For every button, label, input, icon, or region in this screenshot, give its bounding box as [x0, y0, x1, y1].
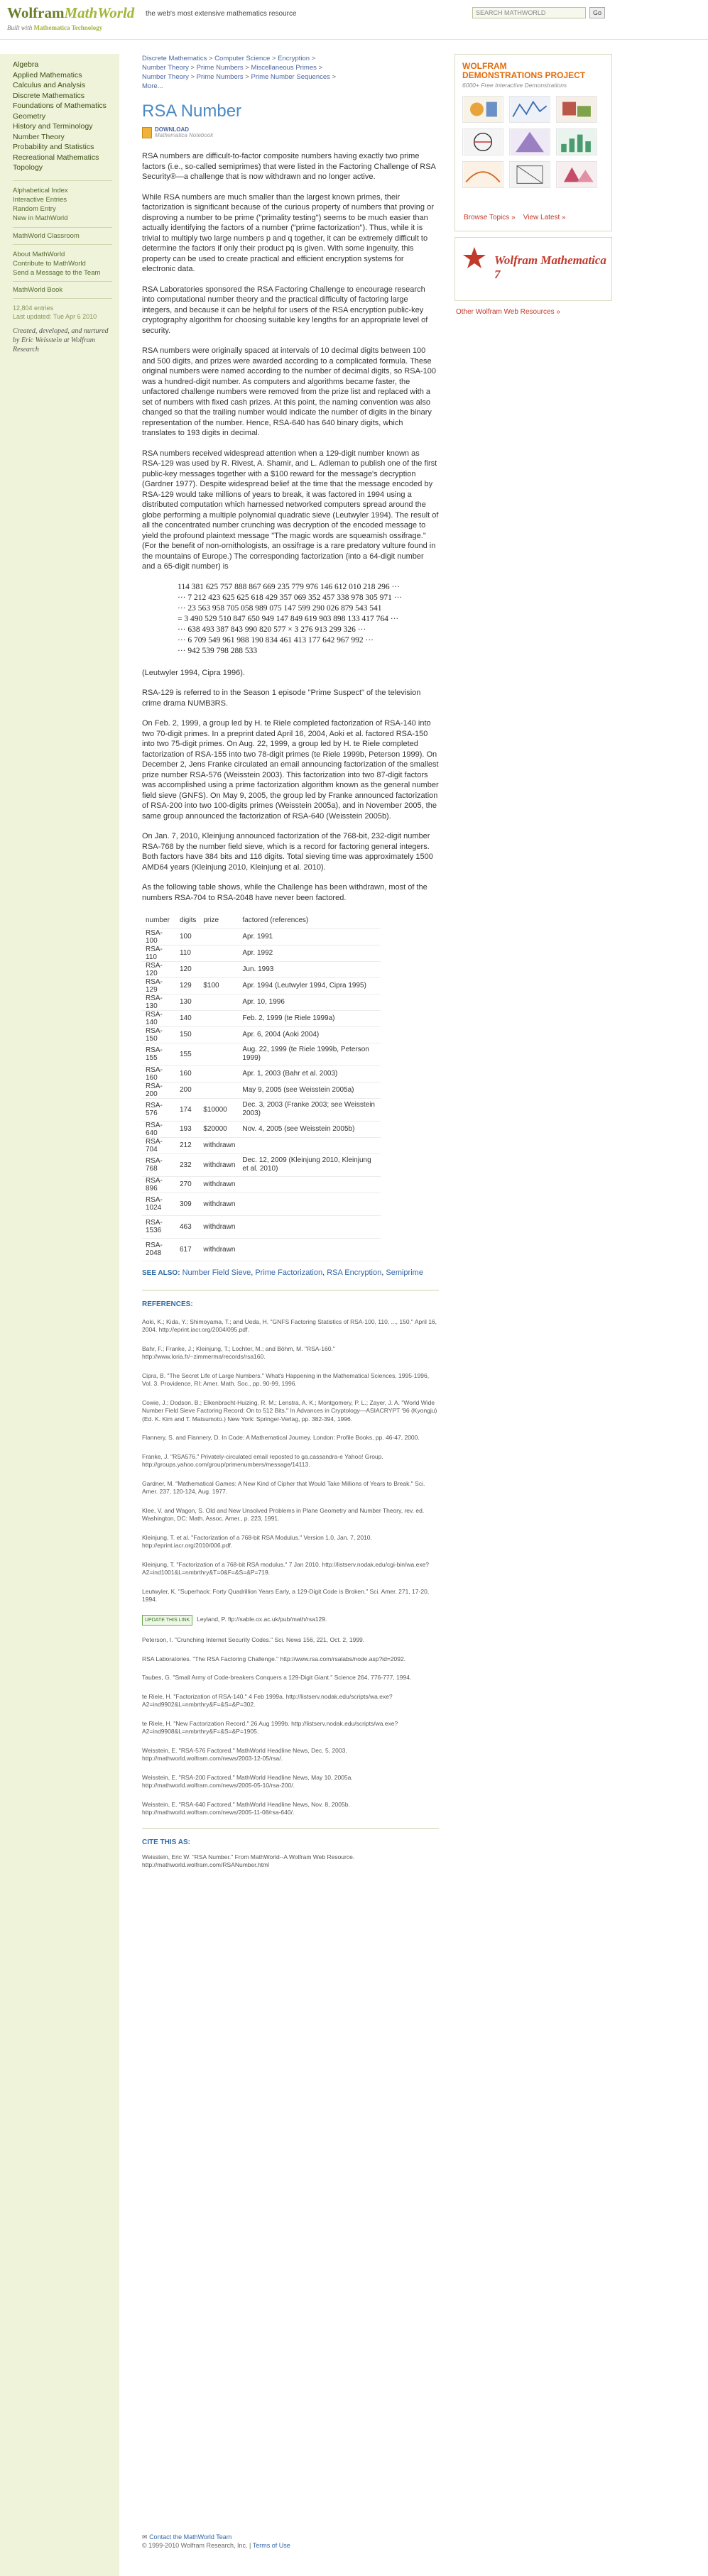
logo-mathworld-text: MathWorld — [64, 4, 135, 21]
built-with — [7, 24, 102, 31]
table-cell-prize — [200, 928, 239, 945]
table-cell-number: RSA-1024 — [142, 1193, 176, 1215]
equation-line: ··· 6 709 549 961 988 190 834 461 413 177 642 967 992 ··· — [178, 635, 374, 645]
table-cell-digits: 212 — [176, 1137, 200, 1153]
table-cell-prize — [200, 994, 239, 1010]
equation-line: = 3 490 529 510 847 650 949 147 849 619 903 898 133 417 764 ··· — [178, 614, 399, 623]
reference-item: Weisstein, E. "RSA-576 Factored." MathWorld Headline News, Dec. 5, 2003. http://mathworld.wolfram.com/news/2003-12-05/rsa/. — [142, 1746, 347, 1762]
cite-title: CITE THIS AS: — [142, 1838, 190, 1846]
table-cell-digits: 129 — [176, 977, 200, 994]
see-also-link[interactable]: Number Field Sieve — [182, 1268, 251, 1277]
sidebar-divider — [13, 180, 112, 181]
table-cell-prize: withdrawn — [200, 1153, 239, 1176]
demo-title-line: WOLFRAM — [462, 61, 507, 71]
breadcrumb-line: Discrete Mathematics > Computer Science > Encryption > — [142, 55, 316, 62]
reference-item: Klee, V. and Wagon, S. Old and New Unsolved Problems in Plane Geometry and Number Theory, rev. ed. Washington, DC: Math. Assoc. Amer., p. 223, 1991. — [142, 1506, 425, 1522]
demo-links — [464, 214, 566, 221]
table-header-row — [142, 913, 381, 928]
table-cell-number: RSA-200 — [142, 1082, 176, 1098]
breadcrumb-line: Number Theory > Prime Numbers > Miscellaneous Primes > — [142, 64, 323, 72]
demo-thumbnail[interactable] — [462, 161, 503, 188]
table-row — [142, 928, 381, 945]
sidebar-item-classroom[interactable]: MathWorld Classroom — [13, 232, 80, 240]
sidebar-item-new[interactable]: New in MathWorld — [13, 214, 68, 222]
table-cell-factored: Apr. 10, 1996 — [239, 994, 381, 1010]
table-cell-factored: Nov. 4, 2005 (see Weisstein 2005b) — [239, 1121, 381, 1137]
table-cell-factored: Feb. 2, 1999 (te Riele 1999a) — [239, 1010, 381, 1026]
table-cell-digits: 100 — [176, 928, 200, 945]
sidebar-item-alphabetical-index[interactable]: Alphabetical Index — [13, 187, 68, 194]
sidebar-divider — [13, 244, 112, 245]
table-body — [142, 928, 381, 1261]
table-row — [142, 1065, 381, 1082]
sidebar-item-send-message[interactable]: Send a Message to the Team — [13, 269, 101, 277]
table-cell-factored — [239, 1137, 381, 1153]
cite-text: Weisstein, Eric W. "RSA Number." From MathWorld--A Wolfram Web Resource. http://mathworld.wolfram.com/RSANumber.html — [142, 1853, 355, 1868]
sidebar-divider — [13, 227, 112, 228]
sidebar-item-interactive-entries[interactable]: Interactive Entries — [13, 196, 67, 204]
table-cell-prize: withdrawn — [200, 1215, 239, 1238]
rsa-table — [142, 913, 381, 1261]
table-cell-factored: Apr. 1991 — [239, 928, 381, 945]
table-cell-prize — [200, 1010, 239, 1026]
paragraph: As the following table shows, while the Challenge has been withdrawn, most of the numbers RSA-704 to RSA-2048 have never been factored. — [142, 883, 427, 902]
table-row — [142, 961, 381, 977]
table-cell-number: RSA-704 — [142, 1137, 176, 1153]
table-cell-factored: May 9, 2005 (see Weisstein 2005a) — [239, 1082, 381, 1098]
demo-thumbnail[interactable] — [462, 128, 503, 155]
table-cell-factored — [239, 1238, 381, 1261]
reference-item: Cipra, B. "The Secret Life of Large Numbers." What's Happening in the Mathematical Sciences, 1995-1996, Vol. 3. Providence, RI: Amer. Math. Soc., pp. 90-99, 1996. — [142, 1371, 430, 1387]
divider — [142, 1828, 439, 1829]
table-cell-number: RSA-110 — [142, 945, 176, 961]
main-content — [142, 54, 439, 1870]
paragraph: RSA numbers received widespread attention when a 129-digit number known as RSA-129 was used by R. Rivest, A. Shamir, and L. Adleman to publish one of the first public-key messages together with a $100 reward for the message's decryption (Gardner 1977). Despite widespread belief at the time that the message encoded by RSA-129 would take millions of years to break, it was factored in 1994 using a distributed computation which harnessed networked computers spread around the globe performing a multiple polynomial quadratic sieve (Leutwyler 1994). The result of all the concentrated number crunching was decryption of the encoded message to yield the profound plaintext message "The magic words are squeamish ossifrage." (For the benefit of non-ornithologists, an ossifrage is a rare predatory vulture found in the mountains of Europe.) The corresponding factorization (into a 64-digit number and a 65-digit number) is — [142, 449, 439, 571]
entries-count: 12,804 entries — [13, 305, 54, 312]
download-label — [155, 127, 213, 138]
table-cell-digits: 150 — [176, 1026, 200, 1043]
table-cell-prize: $10000 — [200, 1098, 239, 1121]
table-cell-digits: 130 — [176, 994, 200, 1010]
search-button[interactable]: Go — [589, 7, 605, 18]
browse-topics-link[interactable]: Browse Topics » — [464, 214, 516, 221]
table-cell-number: RSA-130 — [142, 994, 176, 1010]
table-cell-prize: $20000 — [200, 1121, 239, 1137]
reference-item: Flannery, S. and Flannery, D. In Code: A Mathematical Journey. London: Profile Books, pp. 46-47, 2000. — [142, 1434, 420, 1441]
table-cell-number: RSA-150 — [142, 1026, 176, 1043]
table-row — [142, 1010, 381, 1026]
demo-thumbnail[interactable] — [556, 96, 597, 123]
table-cell-digits: 140 — [176, 1010, 200, 1026]
breadcrumb — [142, 54, 439, 91]
demo-thumbnail[interactable] — [556, 161, 597, 188]
breadcrumb-link[interactable]: Prime Numbers — [196, 73, 244, 81]
tools-list — [13, 186, 116, 223]
demo-thumbnail[interactable] — [556, 128, 597, 155]
breadcrumb-line: Number Theory > Prime Numbers > Prime Number Sequences > — [142, 73, 337, 81]
sidebar-item-calculus[interactable]: Calculus and Analysis — [13, 81, 86, 89]
references-title: REFERENCES: — [142, 1300, 193, 1308]
mail-icon: ✉ — [142, 2533, 148, 2541]
table-cell-prize — [200, 1065, 239, 1082]
paragraph: On Feb. 2, 1999, a group led by H. te Riele completed factorization of RSA-140 into two 70-digit primes. In a preprint dated April 16, 2004, Aoki et al. factored RSA-150 into two 75-digit primes. On Aug. 22, 1999, a group led by H. te Riele completed factorization of RSA-155 into two 78-digit primes (te Riele 1999b, Peterson 1999). On December 2, Jens Franke circulated an email announcing factorization of the smallest prize number RSA-576 (Weisstein 2003). This factorization into two 87-digit factors was accomplished using a prime factorization algorithm known as the general number field sieve (GNFS). On May 9, 2005, the group led by Franke announced factorization of RSA-200 into two 100-digits primes (Weisstein 2005a), and in November 2005, the same group announced the factorization of RSA-640 (Weisstein 2005b). — [142, 719, 439, 821]
sidebar-item-history[interactable]: History and Terminology — [13, 122, 93, 131]
paragraph: RSA-129 is referred to in the Season 1 episode "Prime Suspect" of the television crime drama NUMB3RS. — [142, 689, 421, 708]
table-cell-number: RSA-140 — [142, 1010, 176, 1026]
classroom-block — [13, 231, 116, 241]
left-sidebar — [0, 54, 119, 2576]
table-cell-digits: 155 — [176, 1043, 200, 1065]
contact-link[interactable]: Contact the MathWorld Team — [149, 2533, 232, 2541]
table-cell-digits: 120 — [176, 961, 200, 977]
reference-item: Leutwyler, K. "Superhack: Forty Quadrillion Years Early, a 129-Digit Code is Broken." Sci. Amer. 271, 17-20, 1994. — [142, 1587, 430, 1603]
see-also-link[interactable]: Semiprime — [386, 1268, 423, 1277]
built-with-label: Built with — [7, 24, 33, 31]
see-also-link[interactable]: Prime Factorization — [255, 1268, 323, 1277]
about-list — [13, 250, 116, 278]
table-cell-digits: 309 — [176, 1193, 200, 1215]
demo-thumbnail[interactable] — [509, 161, 550, 188]
table-cell-digits: 270 — [176, 1176, 200, 1193]
credit-text: Created, developed, and nurtured by Eric Weisstein at Wolfram Research — [13, 327, 109, 353]
logo-wolfram-text: Wolfram — [7, 4, 65, 21]
notebook-icon — [142, 127, 152, 138]
table-cell-number: RSA-640 — [142, 1121, 176, 1137]
reference-item: te Riele, H. "New Factorization Record." 26 Aug 1999b. http://listserv.nodak.edu/scripts/wa.exe?A2=ind9908&L=nmbrthry&F=&S=&P=1905. — [142, 1719, 398, 1735]
references-list — [142, 1318, 439, 1817]
table-cell-digits: 193 — [176, 1121, 200, 1137]
sidebar-item-number-theory[interactable]: Number Theory — [13, 132, 65, 141]
equation-line: ··· 638 493 387 843 990 820 577 × 3 276 913 299 326 ··· — [178, 625, 366, 634]
reference-item: Aoki, K.; Kida, Y.; Shimoyama, T.; and Ueda, H. "GNFS Factoring Statistics of RSA-100, 110, ..., 150." April 16, 2004. http://eprint.iacr.org/2004/095.pdf. — [142, 1317, 437, 1333]
breadcrumb-link[interactable]: Discrete Mathematics — [142, 55, 207, 62]
reference-item: Gardner, M. "Mathematical Games: A New Kind of Cipher that Would Take Millions of Years to Break." Sci. Amer. 237, 120-124, Aug. 1977. — [142, 1479, 425, 1495]
sidebar-divider — [13, 298, 112, 299]
table-cell-factored — [239, 1193, 381, 1215]
reference-item: Cowie, J.; Dodson, B.; Elkenbracht-Huizing, R. M.; Lenstra, A. K.; Montgomery, P. L.; Zayer, J. A. "World Wide Number Field Sieve Factoring Record: On to 512 Bits." In Advances in Cryptology—ASIACRYPT '96 (Kyongju) (Ed. K. Kim and T. Matsumoto.) New York: Springer-Verlag, pp. 382-394, 1996. — [142, 1398, 437, 1423]
table-row — [142, 994, 381, 1010]
table-row — [142, 1238, 381, 1261]
right-sidebar — [454, 54, 612, 316]
table-cell-number: RSA-100 — [142, 928, 176, 945]
breadcrumb-link[interactable]: Computer Science — [214, 55, 271, 62]
table-cell-number: RSA-1536 — [142, 1215, 176, 1238]
table-row — [142, 1043, 381, 1065]
table-cell-factored: Dec. 3, 2003 (Franke 2003; see Weisstein 2003) — [239, 1098, 381, 1121]
sidebar-item-applied-mathematics[interactable]: Applied Mathematics — [13, 70, 82, 80]
table-cell-number: RSA-768 — [142, 1153, 176, 1176]
demonstrations-promo[interactable] — [454, 54, 612, 231]
table-cell-prize — [200, 945, 239, 961]
copyright: © 1999-2010 Wolfram Research, Inc. — [142, 2542, 248, 2549]
breadcrumb-link[interactable]: Number Theory — [142, 73, 189, 81]
table-row — [142, 1121, 381, 1137]
factorization-equation — [178, 582, 439, 657]
table-header: prize — [200, 913, 239, 928]
see-also: SEE ALSO: Number Field Sieve, Prime Factorization, RSA Encryption, Semiprime — [142, 1268, 423, 1277]
table-row — [142, 1098, 381, 1121]
topics-list — [13, 60, 116, 173]
table-cell-prize — [200, 1043, 239, 1065]
table-row — [142, 1082, 381, 1098]
reference-item: Kleinjung, T. "Factorization of a 768-bit RSA modulus." 7 Jan 2010. http://listserv.nodak.edu/cgi-bin/wa.exe?A2=ind1001&L=nmbrthry&T=0&F=&S=&P=719. — [142, 1560, 430, 1576]
mathematica-ad[interactable] — [454, 237, 612, 301]
see-also-link[interactable]: RSA Encryption — [327, 1268, 382, 1277]
sidebar-item-book[interactable]: MathWorld Book — [13, 286, 63, 294]
mathematica-star-icon — [462, 246, 486, 270]
table-cell-number: RSA-155 — [142, 1043, 176, 1065]
view-latest-link[interactable]: View Latest » — [523, 214, 566, 221]
table-cell-factored: Apr. 1992 — [239, 945, 381, 961]
reference-text: Leyland, P. ftp://sable.ox.ac.uk/pub/math/rsa129. — [197, 1615, 327, 1623]
demo-title-line: DEMONSTRATIONS PROJECT — [462, 70, 586, 80]
mathworld-logo[interactable] — [7, 4, 134, 22]
sidebar-item-algebra[interactable]: Algebra — [13, 60, 39, 69]
table-cell-prize — [200, 961, 239, 977]
demo-title — [462, 62, 585, 80]
download-notebook-button[interactable] — [142, 127, 439, 138]
demo-subtitle: 6000+ Free Interactive Demonstrations — [462, 82, 567, 89]
table-cell-factored: Dec. 12, 2009 (Kleinjung 2010, Kleinjung et al. 2010) — [239, 1153, 381, 1176]
table-row — [142, 1026, 381, 1043]
header — [0, 0, 708, 40]
reference-item: Kleinjung, T. et al. "Factorization of a 768-bit RSA Modulus." Version 1.0, Jan. 7, 2010. http://eprint.iacr.org/2010/006.pdf. — [142, 1533, 372, 1549]
paragraph: RSA numbers are difficult-to-factor composite numbers having exactly two prime factors (i.e., so-called semiprimes) that were listed in the Factoring Challenge of RSA Security®—a challenge that is now withdrawn and no longer active. — [142, 152, 436, 181]
page-title: RSA Number — [142, 102, 242, 121]
demo-thumbnail[interactable] — [462, 96, 503, 123]
breadcrumb-link[interactable]: Encryption — [278, 55, 310, 62]
table-cell-prize: withdrawn — [200, 1238, 239, 1261]
reference-item: Peterson, I. "Crunching Internet Security Codes." Sci. News 156, 221, Oct. 2, 1999. — [142, 1636, 365, 1643]
table-cell-factored: Jun. 1993 — [239, 961, 381, 977]
table-cell-digits: 160 — [176, 1065, 200, 1082]
equation-line: ··· 7 212 423 625 625 618 429 357 069 352 457 338 978 305 971 ··· — [178, 593, 403, 602]
more-link[interactable]: More... — [142, 82, 163, 90]
equation-line: 114 381 625 757 888 867 669 235 779 976 146 612 010 218 296 ··· — [178, 582, 400, 591]
table-cell-prize — [200, 1026, 239, 1043]
reference-item: RSA Laboratories. "The RSA Factoring Challenge." http://www.rsa.com/rsalabs/node.asp?id=2092. — [142, 1655, 406, 1662]
footer-line: © 1999-2010 Wolfram Research, Inc. | Terms of Use — [142, 2542, 290, 2549]
table-cell-digits: 200 — [176, 1082, 200, 1098]
table-cell-factored: Apr. 1, 2003 (Bahr et al. 2003) — [239, 1065, 381, 1082]
footer — [142, 2533, 439, 2550]
terms-link[interactable]: Terms of Use — [252, 2542, 290, 2549]
table-cell-number: RSA-896 — [142, 1176, 176, 1193]
breadcrumb-link[interactable]: Prime Number Sequences — [251, 73, 330, 81]
tagline: the web's most extensive mathematics resource — [146, 10, 297, 18]
table-cell-digits: 617 — [176, 1238, 200, 1261]
table-cell-digits: 463 — [176, 1215, 200, 1238]
book-block — [13, 285, 116, 295]
table-row — [142, 1176, 381, 1193]
table-cell-factored — [239, 1215, 381, 1238]
table-cell-prize: $100 — [200, 977, 239, 994]
demo-thumbnail[interactable] — [509, 96, 550, 123]
reference-item: Bahr, F.; Franke, J.; Kleinjung, T.; Lochter, M.; and Böhm, M. "RSA-160." http://www.loria.fr/~zimmerma/records/rsa160. — [142, 1344, 335, 1360]
sidebar-item-topology[interactable]: Topology — [13, 163, 43, 172]
table-header: digits — [176, 913, 200, 928]
table-cell-prize — [200, 1082, 239, 1098]
sidebar-item-discrete[interactable]: Discrete Mathematics — [13, 91, 85, 100]
table-row — [142, 977, 381, 994]
table-cell-prize: withdrawn — [200, 1137, 239, 1153]
sidebar-item-contribute[interactable]: Contribute to MathWorld — [13, 260, 86, 268]
breadcrumb-link[interactable]: Number Theory — [142, 64, 189, 72]
built-with-brand: Mathematica Technology — [33, 24, 103, 31]
table-cell-digits: 232 — [176, 1153, 200, 1176]
search-input[interactable]: SEARCH MATHWORLD — [472, 7, 586, 18]
sidebar-divider — [13, 281, 112, 282]
breadcrumb-link[interactable]: Miscellaneous Primes — [251, 64, 317, 72]
paragraph: While RSA numbers are much smaller than the largest known primes, their factorization is significant because of the curious property of numbers that proving or disproving a number to be prime ("primality testing") seems to be much easier than actually identifying the factors of a number ("prime factorization"). Thus, while it is trivial to multiply two large numbers p and q together, it can be extremely difficult to determine the factors if only their product pq is given. With some ingenuity, this property can be used to create practical and efficient encryption systems for electronic data. — [142, 192, 434, 273]
breadcrumb-line — [142, 82, 439, 91]
footer-line — [142, 2533, 439, 2541]
equation-line: ··· 942 539 798 288 533 — [178, 646, 258, 655]
sidebar-item-probability[interactable]: Probability and Statistics — [13, 143, 94, 151]
ad-logo-text: Wolfram Mathematica 7 — [494, 253, 606, 281]
reference-item: Weisstein, E. "RSA-200 Factored." MathWorld Headline News, May 10, 2005a. http://mathworld.wolfram.com/news/2005-05-10/rsa-200/. — [142, 1773, 353, 1789]
paragraph: RSA numbers were originally spaced at intervals of 10 decimal digits between 100 and 500 digits, and prizes were awarded according to a complicated formula. These original numbers were named according to the number of decimal digits, so RSA-100 was a hundred-digit number. As computers and algorithms became faster, the unfactored challenge numbers were removed from the prize list and replaced with a set of numbers with fixed cash prizes. At this point, the naming convention was also changed so that the trailing number would indicate the number of digits in the binary representation of the number. Hence, RSA-640 has 640 binary digits, which translates to 193 digits in decimal. — [142, 346, 436, 437]
table-cell-digits: 174 — [176, 1098, 200, 1121]
table-row — [142, 1153, 381, 1176]
table-cell-factored: Apr. 6, 2004 (Aoki 2004) — [239, 1026, 381, 1043]
table-cell-prize: withdrawn — [200, 1193, 239, 1215]
breadcrumb-link[interactable]: Prime Numbers — [196, 64, 244, 72]
table-cell-factored: Aug. 22, 1999 (te Riele 1999b, Peterson 1999) — [239, 1043, 381, 1065]
table-header: number — [142, 913, 176, 928]
reference-item: Franke, J. "RSA576." Privately-circulated email reposted to ga.cassandra-e Yahoo! Group. http://groups.yahoo.com/group/primenumbers/message/14113. — [142, 1452, 383, 1468]
reference-item: te Riele, H. "Factorization of RSA-140." 4 Feb 1999a. http://listserv.nodak.edu/scripts/wa.exe?A2=ind9902&L=nmbrthry&F=&S=&P=302. — [142, 1692, 393, 1708]
table-cell-factored: Apr. 1994 (Leutwyler 1994, Cipra 1995) — [239, 977, 381, 994]
sidebar-item-about[interactable]: About MathWorld — [13, 251, 65, 258]
table-cell-number: RSA-160 — [142, 1065, 176, 1082]
download-sub-text: Mathematica Notebook — [155, 132, 214, 138]
update-link-badge[interactable]: UPDATE THIS LINK — [142, 1615, 192, 1626]
paragraph: (Leutwyler 1994, Cipra 1996). — [142, 668, 245, 677]
last-updated: Last updated: Tue Apr 6 2010 — [13, 313, 97, 320]
reference-item — [142, 1615, 439, 1626]
sidebar-item-foundations[interactable]: Foundations of Mathematics — [13, 102, 107, 110]
demo-thumbnail[interactable] — [509, 128, 550, 155]
table-cell-digits: 110 — [176, 945, 200, 961]
other-resources-link[interactable]: Other Wolfram Web Resources » — [456, 308, 560, 316]
table-row — [142, 1215, 381, 1238]
table-cell-prize: withdrawn — [200, 1176, 239, 1193]
paragraph: RSA Laboratories sponsored the RSA Factoring Challenge to encourage research into computational number theory and the practical difficulty of factoring large integers, and because it can be helpful for users of the RSA encryption public-key cryptography algorithm for choosing suitable key lengths for an appropriate level of security. — [142, 285, 428, 335]
sidebar-item-geometry[interactable]: Geometry — [13, 111, 46, 121]
reference-item: Weisstein, E. "RSA-640 Factored." MathWorld Headline News, Nov. 8, 2005b. http://mathworld.wolfram.com/news/2005-11-08/rsa-640/. — [142, 1800, 350, 1816]
see-also-label: SEE ALSO: — [142, 1268, 180, 1277]
table-header: factored (references) — [239, 913, 381, 928]
equation-line: ··· 23 563 958 705 058 989 075 147 599 290 026 879 543 541 — [178, 603, 382, 613]
sidebar-item-random-entry[interactable]: Random Entry — [13, 205, 56, 213]
table-cell-number: RSA-2048 — [142, 1238, 176, 1261]
table-row — [142, 1193, 381, 1215]
table-cell-number: RSA-576 — [142, 1098, 176, 1121]
table-cell-number: RSA-129 — [142, 977, 176, 994]
table-row — [142, 1137, 381, 1153]
paragraph: On Jan. 7, 2010, Kleinjung announced factorization of the 768-bit, 232-digit number RSA-768 by the number field sieve, which is a record for factoring general integers. Both factors have 384 bits and 116 digits. Total sieving time was approximately 1500 AMD64 years (Kleinjung 2010, Kleinjung et al. 2010). — [142, 832, 433, 872]
reference-item: Taubes, G. "Small Army of Code-breakers Conquers a 129-Digit Giant." Science 264, 776-777, 1994. — [142, 1674, 412, 1681]
table-cell-factored — [239, 1176, 381, 1193]
sidebar-item-recreational[interactable]: Recreational Mathematics — [13, 153, 99, 162]
table-cell-number: RSA-120 — [142, 961, 176, 977]
download-label-text: DOWNLOAD — [155, 126, 189, 133]
table-row — [142, 945, 381, 961]
